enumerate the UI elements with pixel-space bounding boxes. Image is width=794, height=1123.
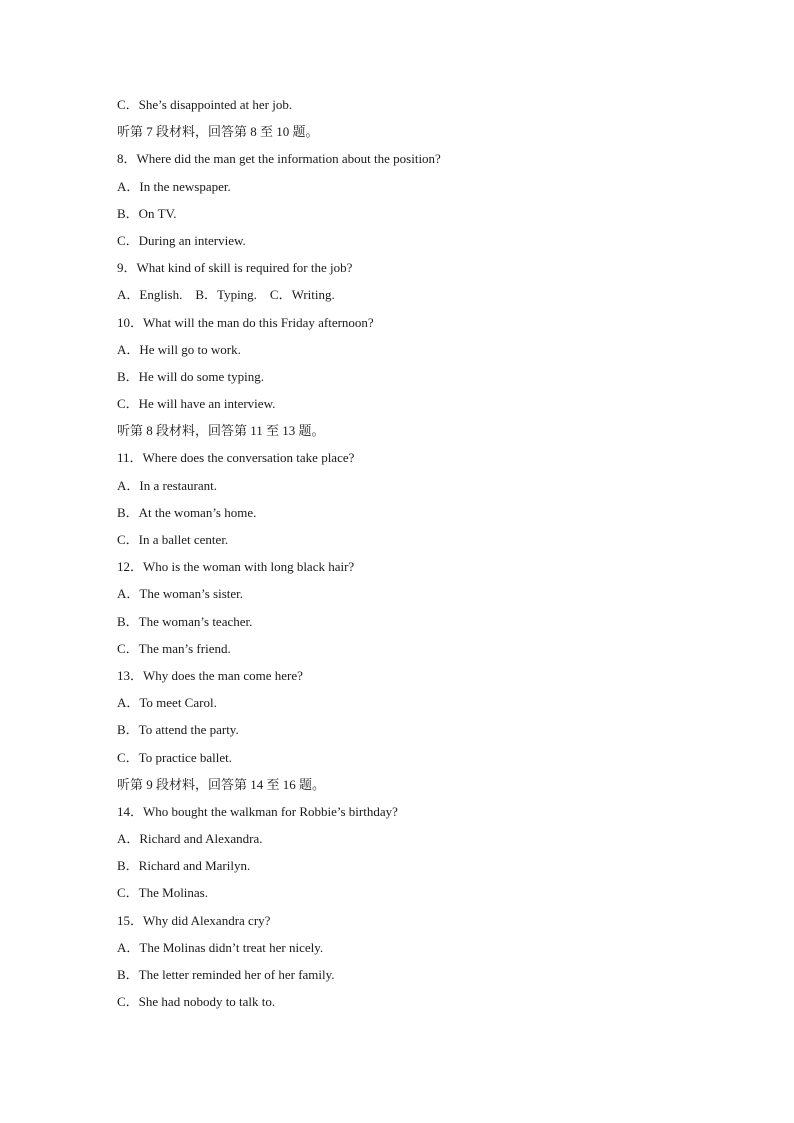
question-text: 11．Where does the conversation take place?	[117, 450, 355, 466]
option-b: B．At the woman’s home.	[117, 504, 257, 520]
question-text: 14．Who bought the walkman for Robbie’s birthday?	[117, 803, 398, 819]
question-text: 10．What will the man do this Friday afternoon?	[117, 314, 374, 330]
option-c: C．She’s disappointed at her job.	[117, 97, 293, 112]
question-text: 12．Who is the woman with long black hair?	[117, 559, 355, 575]
question-text: 13．Why does the man come here?	[117, 667, 303, 683]
option-b: B．To attend the party.	[117, 722, 239, 738]
option-b: B．The woman’s teacher.	[117, 613, 253, 629]
option-a: A．The Molinas didn’t treat her nicely.	[117, 939, 324, 955]
option-b: B．The letter reminded her of her family.	[117, 967, 335, 982]
option-a: A．He will go to work.	[117, 341, 241, 357]
option-c: C．During an interview.	[117, 232, 246, 248]
options-inline: A．English. B．Typing. C．Writing.	[117, 287, 335, 303]
option-b: B．On TV.	[117, 205, 177, 221]
question-text: 15．Why did Alexandra cry?	[117, 912, 271, 928]
option-a: A．The woman’s sister.	[117, 586, 244, 602]
option-b: B．Richard and Marilyn.	[117, 858, 251, 874]
question-text: 9．What kind of skill is required for the job?	[117, 260, 353, 276]
section-heading: 听第 9 段材料，回答第 14 至 16 题。	[117, 776, 326, 792]
option-b: B．He will do some typing.	[117, 368, 264, 384]
option-a: A．In a restaurant.	[117, 477, 217, 493]
option-c: C．The Molinas.	[117, 885, 208, 901]
section-heading: 听第 7 段材料，回答第 8 至 10 题。	[117, 124, 319, 140]
option-c: C．She had nobody to talk to.	[117, 994, 276, 1010]
option-c: C．He will have an interview.	[117, 396, 276, 412]
section-heading: 听第 8 段材料，回答第 11 至 13 题。	[117, 423, 325, 439]
question-text: 8．Where did the man get the information about the position?	[117, 151, 441, 167]
option-c: C．The man’s friend.	[117, 640, 231, 656]
option-c: C．To practice ballet.	[117, 749, 232, 765]
option-a: A．In the newspaper.	[117, 178, 231, 194]
document-body	[117, 95, 757, 1019]
option-a: A．To meet Carol.	[117, 695, 217, 711]
option-a: A．Richard and Alexandra.	[117, 831, 263, 847]
option-c: C．In a ballet center.	[117, 532, 229, 547]
